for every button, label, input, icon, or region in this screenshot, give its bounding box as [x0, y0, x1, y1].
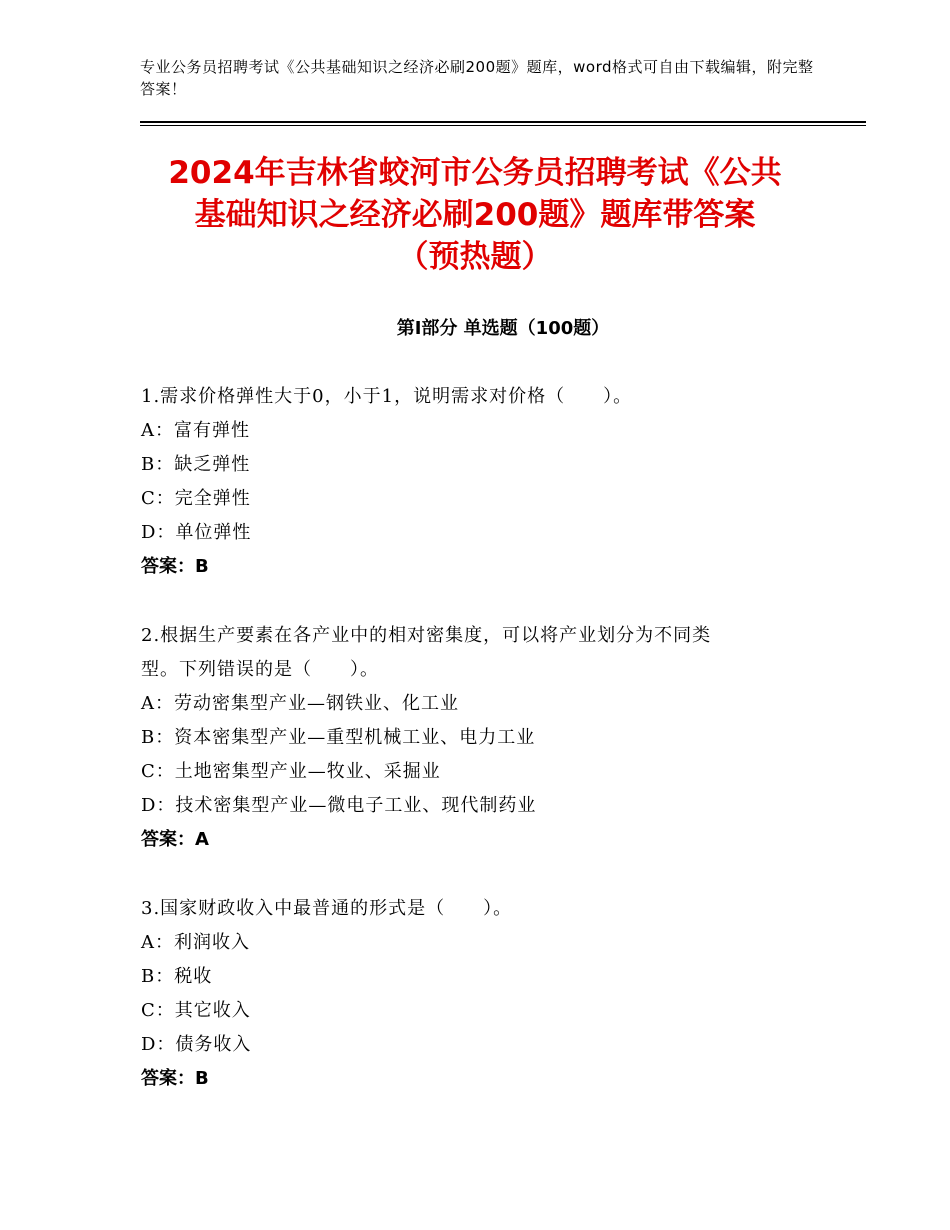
question-3-option-c: C：其它收入 [141, 1000, 251, 1021]
question-1-stem: 1.需求价格弹性大于0，小于1，说明需求对价格（ ）。 [141, 386, 633, 407]
question-3-option-d: D：债务收入 [141, 1034, 252, 1055]
question-3-option-a: A：利润收入 [141, 932, 250, 953]
question-2-stem-line-1: 2.根据生产要素在各产业中的相对密集度，可以将产业划分为不同类 [141, 625, 712, 646]
header-divider-thick [140, 121, 866, 123]
question-2-answer: 答案：A [141, 829, 209, 850]
question-1-option-a: A：富有弹性 [141, 420, 250, 441]
question-1-option-b: B：缺乏弹性 [141, 454, 251, 475]
section-title: 第Ⅰ部分 单选题（100题） [396, 318, 610, 339]
question-3-option-b: B：税收 [141, 966, 213, 987]
question-1-option-d: D：单位弹性 [141, 522, 252, 543]
question-2-option-a: A：劳动密集型产业—钢铁业、化工业 [141, 693, 459, 714]
question-2-option-b: B：资本密集型产业—重型机械工业、电力工业 [141, 727, 536, 748]
question-2-option-c: C：土地密集型产业—牧业、采掘业 [141, 761, 441, 782]
question-1-option-c: C：完全弹性 [141, 488, 251, 509]
header-divider [140, 121, 866, 126]
question-2-option-d: D：技术密集型产业—微电子工业、现代制药业 [141, 795, 537, 816]
document-title-line-3: （预热题） [397, 239, 553, 275]
header-divider-thin [140, 125, 866, 126]
document-title [100, 152, 850, 278]
document-title-line-2: 基础知识之经济必刷200题》题库带答案 [194, 197, 756, 233]
document-title-line-1: 2024年吉林省蛟河市公务员招聘考试《公共 [168, 155, 782, 191]
question-3-answer: 答案：B [141, 1068, 209, 1089]
question-1-answer: 答案：B [141, 556, 209, 577]
question-3-stem: 3.国家财政收入中最普通的形式是（ ）。 [141, 898, 513, 919]
header-note: 专业公务员招聘考试《公共基础知识之经济必刷200题》题库，word格式可自由下载编辑，附完整答案！ [140, 58, 814, 98]
question-2-stem-line-2: 型。下列错误的是（ ）。 [141, 659, 379, 680]
